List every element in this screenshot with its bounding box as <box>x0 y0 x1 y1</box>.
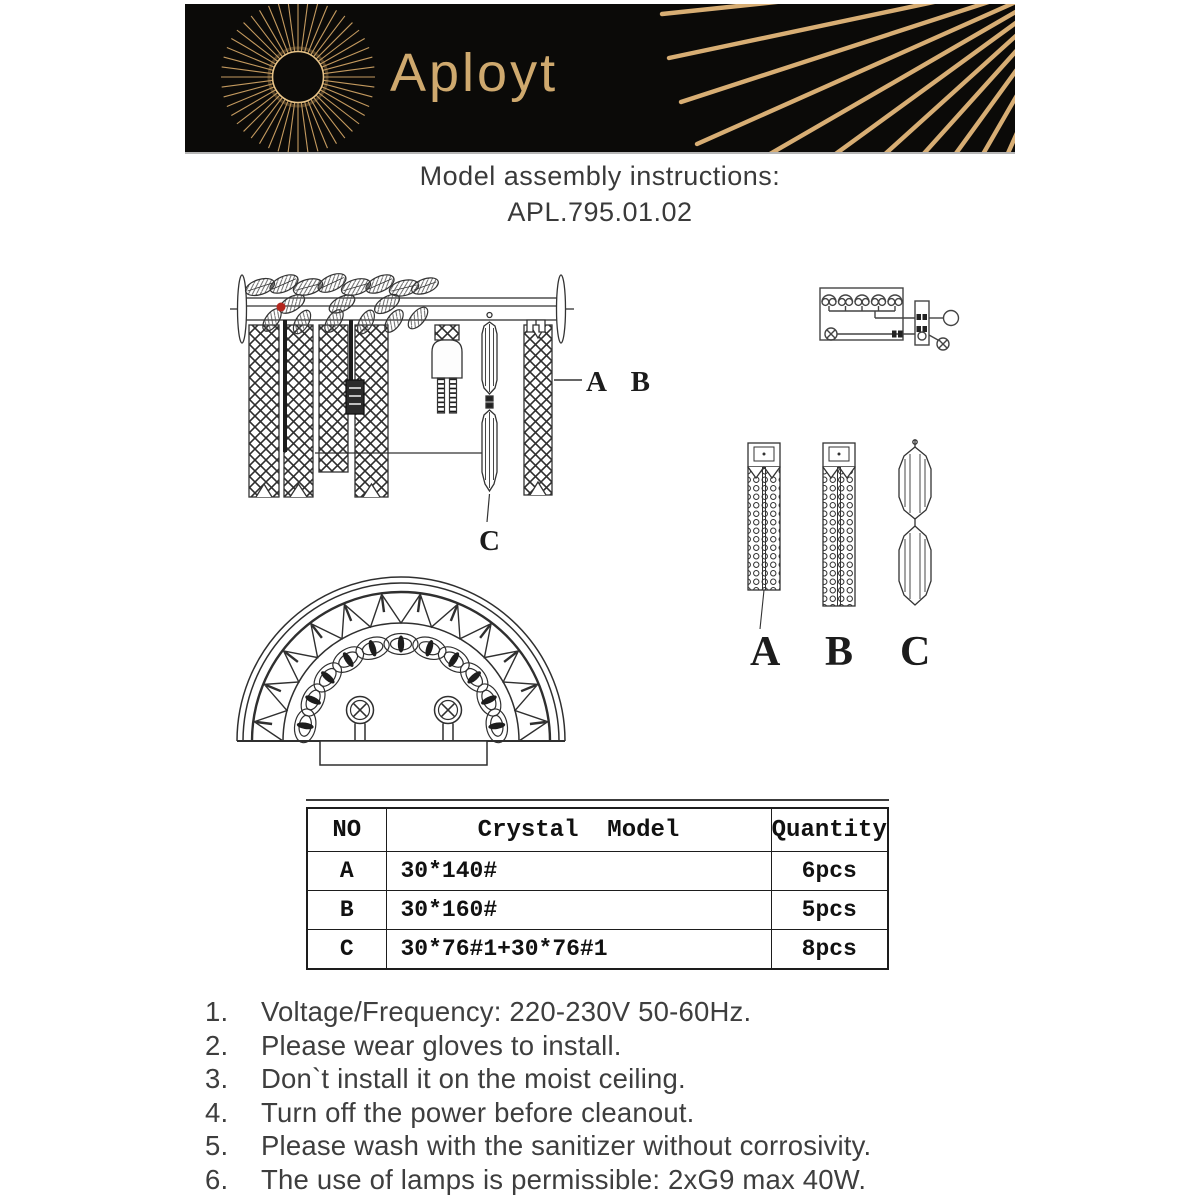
instructions-list <box>205 995 985 1196</box>
crystal-b-figure <box>823 443 855 606</box>
item-text: Don`t install it on the moist ceiling. <box>261 1063 686 1094</box>
item-text: The use of lamps is permissible: 2xG9 max 40W. <box>261 1163 867 1195</box>
cell-quantity: 5pcs <box>771 891 888 930</box>
table-row <box>307 852 888 891</box>
lamp-symbol <box>944 311 959 326</box>
item-number: 2. <box>205 1029 229 1061</box>
crystal-label-b: B <box>825 629 854 675</box>
table-top-rule <box>306 799 889 801</box>
cell-quantity: 6pcs <box>771 852 888 891</box>
cell-quantity: 8pcs <box>771 930 888 970</box>
item-text: Voltage/Frequency: 220-230V 50-60Hz. <box>261 996 752 1027</box>
brand-logotype: Aployt <box>390 43 559 103</box>
cell-no: A <box>307 852 386 891</box>
item-number: 6. <box>205 1163 229 1195</box>
brand-banner <box>185 4 1015 152</box>
list-item <box>205 995 985 1029</box>
crystal-parts-figure <box>735 433 945 678</box>
elevation-label-c: C <box>479 525 500 557</box>
model-number: APL.795.01.02 <box>507 197 693 227</box>
item-text: Please wash with the sanitizer without corrosivity. <box>261 1130 872 1161</box>
red-marker-dot <box>277 303 286 312</box>
parts-table-section <box>306 799 889 970</box>
g9-bulb <box>432 325 462 413</box>
col-header-model: Crystal Model <box>386 808 771 852</box>
cell-no: C <box>307 930 386 970</box>
crystal-c-figure <box>899 440 931 605</box>
leader-line-c <box>487 494 490 522</box>
lamp-crossed-symbol <box>937 338 949 350</box>
crystal-label-c: C <box>900 629 931 675</box>
table-row <box>307 930 888 970</box>
facet-ticks <box>256 596 546 724</box>
oval-bead-arc <box>292 633 510 744</box>
banner-art <box>185 4 1015 152</box>
cell-model: 30*160# <box>386 891 771 930</box>
list-item <box>205 1029 985 1063</box>
bottom-view-diagram <box>228 570 574 770</box>
page-title: Model assembly instructions: <box>419 161 781 191</box>
table-header-row <box>307 808 888 852</box>
lamp-holder-right <box>435 697 462 742</box>
wiring-diagram <box>815 278 965 363</box>
leader-line-a <box>760 590 764 629</box>
item-number: 3. <box>205 1063 229 1094</box>
col-header-quantity: Quantity <box>771 808 888 852</box>
lamp-holder-left <box>347 697 374 742</box>
parts-table <box>306 807 889 970</box>
col-header-no: NO <box>307 808 386 852</box>
list-item <box>205 1096 985 1130</box>
item-number: 4. <box>205 1096 229 1128</box>
connector-block <box>915 301 929 345</box>
elevation-label-ab: A B <box>586 366 659 398</box>
table-row <box>307 891 888 930</box>
backplate <box>320 741 487 765</box>
item-text: Turn off the power before cleanout. <box>261 1096 695 1128</box>
crystal-label-a: A <box>750 629 781 675</box>
outer-arcs <box>237 577 565 741</box>
item-text: Please wear gloves to install. <box>261 1029 622 1061</box>
item-number: 5. <box>205 1130 229 1161</box>
cell-no: B <box>307 891 386 930</box>
list-item <box>205 1062 985 1096</box>
title-block <box>0 161 1200 228</box>
cell-model: 30*76#1+30*76#1 <box>386 930 771 970</box>
list-item <box>205 1129 985 1163</box>
cell-model: 30*140# <box>386 852 771 891</box>
crystal-a-figure <box>748 443 780 629</box>
facet-ring <box>254 594 547 741</box>
crystal-strips <box>249 325 552 497</box>
list-item <box>205 1163 985 1197</box>
item-number: 1. <box>205 996 229 1027</box>
c-prism-pendant <box>482 313 497 492</box>
elevation-diagram <box>222 262 672 562</box>
fan-rays-icon <box>662 4 1015 152</box>
